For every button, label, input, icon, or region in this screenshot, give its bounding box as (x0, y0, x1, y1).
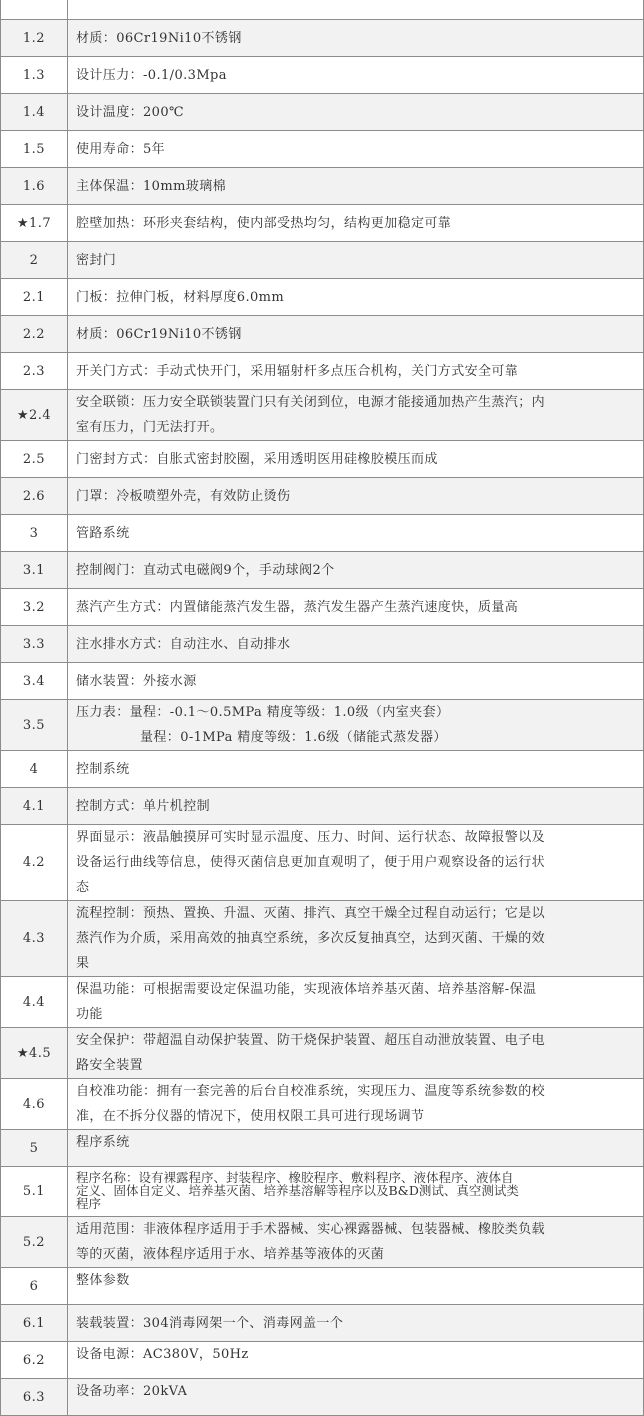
table-row (1, 1379, 644, 1416)
table-row (1, 788, 644, 825)
item-number: 3.2 (1, 589, 68, 626)
table-row (1, 977, 644, 1028)
item-number: 2.2 (1, 316, 68, 353)
table-row (1, 1079, 644, 1130)
item-number: 2.6 (1, 478, 68, 515)
item-description: 开关门方式：手动式快开门，采用辐射杆多点压合机构，关门方式安全可靠 (68, 353, 644, 390)
item-number: 2.3 (1, 353, 68, 390)
item-description: 自校准功能：拥有一套完善的后台自校准系统，实现压力、温度等系统参数的校 准，在不拆分仪器的情况下，使用权限工具可进行现场调节 (68, 1079, 644, 1130)
item-description: 门板：拉伸门板，材料厚度6.0mm (68, 279, 644, 316)
item-number: 4.6 (1, 1079, 68, 1130)
section-title: 程序系统 (68, 1130, 644, 1167)
item-description: 注水排水方式：自动注水、自动排水 (68, 626, 644, 663)
item-number: 6.2 (1, 1342, 68, 1379)
section-row (1, 242, 644, 279)
item-description: 设计压力：-0.1/0.3Mpa (68, 57, 644, 94)
item-number: 4.4 (1, 977, 68, 1028)
item-number: 6.1 (1, 1305, 68, 1342)
table-row (1, 390, 644, 441)
item-description: 设备电源：AC380V，50Hz (68, 1342, 644, 1379)
section-number: 4 (1, 751, 68, 788)
table-row (1, 1342, 644, 1379)
item-number: 4.3 (1, 901, 68, 977)
item-description: 设计温度：200℃ (68, 94, 644, 131)
section-row (1, 515, 644, 552)
table-row (1, 20, 644, 57)
table-row (1, 1217, 644, 1268)
item-number: 1.4 (1, 94, 68, 131)
table-row (1, 168, 644, 205)
item-number: 1.5 (1, 131, 68, 168)
item-number: ★4.5 (1, 1028, 68, 1079)
section-row (1, 751, 644, 788)
table-row (1, 478, 644, 515)
section-row (1, 1268, 644, 1305)
table-row (1, 825, 644, 901)
item-description: 装载装置：304消毒网架一个、消毒网盖一个 (68, 1305, 644, 1342)
item-number: 6.3 (1, 1379, 68, 1416)
section-number: 2 (1, 242, 68, 279)
item-description: 安全保护：带超温自动保护装置、防干烧保护装置、超压自动泄放装置、电子电 路安全装置 (68, 1028, 644, 1079)
section-row (1, 1130, 644, 1167)
table-row (1, 700, 644, 751)
item-description (68, 0, 644, 20)
section-title: 控制系统 (68, 751, 644, 788)
item-number: 4.1 (1, 788, 68, 825)
table-row (1, 205, 644, 242)
table-row (1, 1305, 644, 1342)
item-description: 保温功能：可根据需要设定保温功能，实现液体培养基灭菌、培养基溶解-保温 功能 (68, 977, 644, 1028)
item-description: 蒸汽产生方式：内置储能蒸汽发生器，蒸汽发生器产生蒸汽速度快，质量高 (68, 589, 644, 626)
item-number: 3.3 (1, 626, 68, 663)
table-row (1, 1028, 644, 1079)
item-description: 设备功率：20kVA (68, 1379, 644, 1416)
item-number: ★1.7 (1, 205, 68, 242)
table-row (1, 663, 644, 700)
item-description: 储水装置：外接水源 (68, 663, 644, 700)
item-number: 2.1 (1, 279, 68, 316)
item-number: 3.5 (1, 700, 68, 751)
table-row (1, 626, 644, 663)
item-description: 压力表：量程：-0.1～0.5MPa 精度等级：1.0级（内室夹套） 量程：0-1MPa 精度等级：1.6级（储能式蒸发器） (68, 700, 644, 751)
item-number: 1.2 (1, 20, 68, 57)
item-number: 1.6 (1, 168, 68, 205)
table-row (1, 131, 644, 168)
item-number: 4.2 (1, 825, 68, 901)
item-description: 腔壁加热：环形夹套结构，使内部受热均匀，结构更加稳定可靠 (68, 205, 644, 242)
item-number (1, 0, 68, 20)
item-description: 门密封方式：自胀式密封胶圈，采用透明医用硅橡胶模压而成 (68, 441, 644, 478)
item-description: 界面显示：液晶触摸屏可实时显示温度、压力、时间、运行状态、故障报警以及 设备运行曲线等信息，使得灭菌信息更加直观明了，便于用户观察设备的运行状 态 (68, 825, 644, 901)
item-number: 5.2 (1, 1217, 68, 1268)
item-description: 使用寿命：5年 (68, 131, 644, 168)
section-number: 6 (1, 1268, 68, 1305)
item-number: ★2.4 (1, 390, 68, 441)
table-row (1, 1167, 644, 1217)
item-description: 程序名称：设有裸露程序、封装程序、橡胶程序、敷料程序、液体程序、液体自 定义、固体自定义、培养基灭菌、培养基溶解等程序以及B&D测试、真空测试类 程序 (68, 1167, 644, 1217)
table-row (1, 353, 644, 390)
section-title: 密封门 (68, 242, 644, 279)
item-number: 3.1 (1, 552, 68, 589)
item-number: 5.1 (1, 1167, 68, 1217)
item-description: 控制方式：单片机控制 (68, 788, 644, 825)
item-description: 主体保温：10mm玻璃棉 (68, 168, 644, 205)
section-number: 3 (1, 515, 68, 552)
section-title: 整体参数 (68, 1268, 644, 1305)
table-row (1, 0, 644, 20)
item-description: 门罩：冷板喷塑外壳，有效防止烫伤 (68, 478, 644, 515)
table-row (1, 589, 644, 626)
item-description: 材质：06Cr19Ni10不锈钢 (68, 316, 644, 353)
table-row (1, 316, 644, 353)
table-row (1, 94, 644, 131)
item-number: 2.5 (1, 441, 68, 478)
table-row (1, 57, 644, 94)
item-number: 3.4 (1, 663, 68, 700)
table-row (1, 441, 644, 478)
item-description: 控制阀门：直动式电磁阀9个，手动球阀2个 (68, 552, 644, 589)
table-row (1, 279, 644, 316)
item-number: 1.3 (1, 57, 68, 94)
section-title: 管路系统 (68, 515, 644, 552)
item-description: 安全联锁：压力安全联锁装置门只有关闭到位，电源才能接通加热产生蒸汽；内 室有压力，门无法打开。 (68, 390, 644, 441)
item-description: 适用范围：非液体程序适用于手术器械、实心裸露器械、包装器械、橡胶类负载 等的灭菌，液体程序适用于水、培养基等液体的灭菌 (68, 1217, 644, 1268)
section-number: 5 (1, 1130, 68, 1167)
table-row (1, 901, 644, 977)
item-description: 材质：06Cr19Ni10不锈钢 (68, 20, 644, 57)
table-row (1, 552, 644, 589)
item-description: 流程控制：预热、置换、升温、灭菌、排汽、真空干燥全过程自动运行；它是以 蒸汽作为介质，采用高效的抽真空系统，多次反复抽真空，达到灭菌、干燥的效 果 (68, 901, 644, 977)
